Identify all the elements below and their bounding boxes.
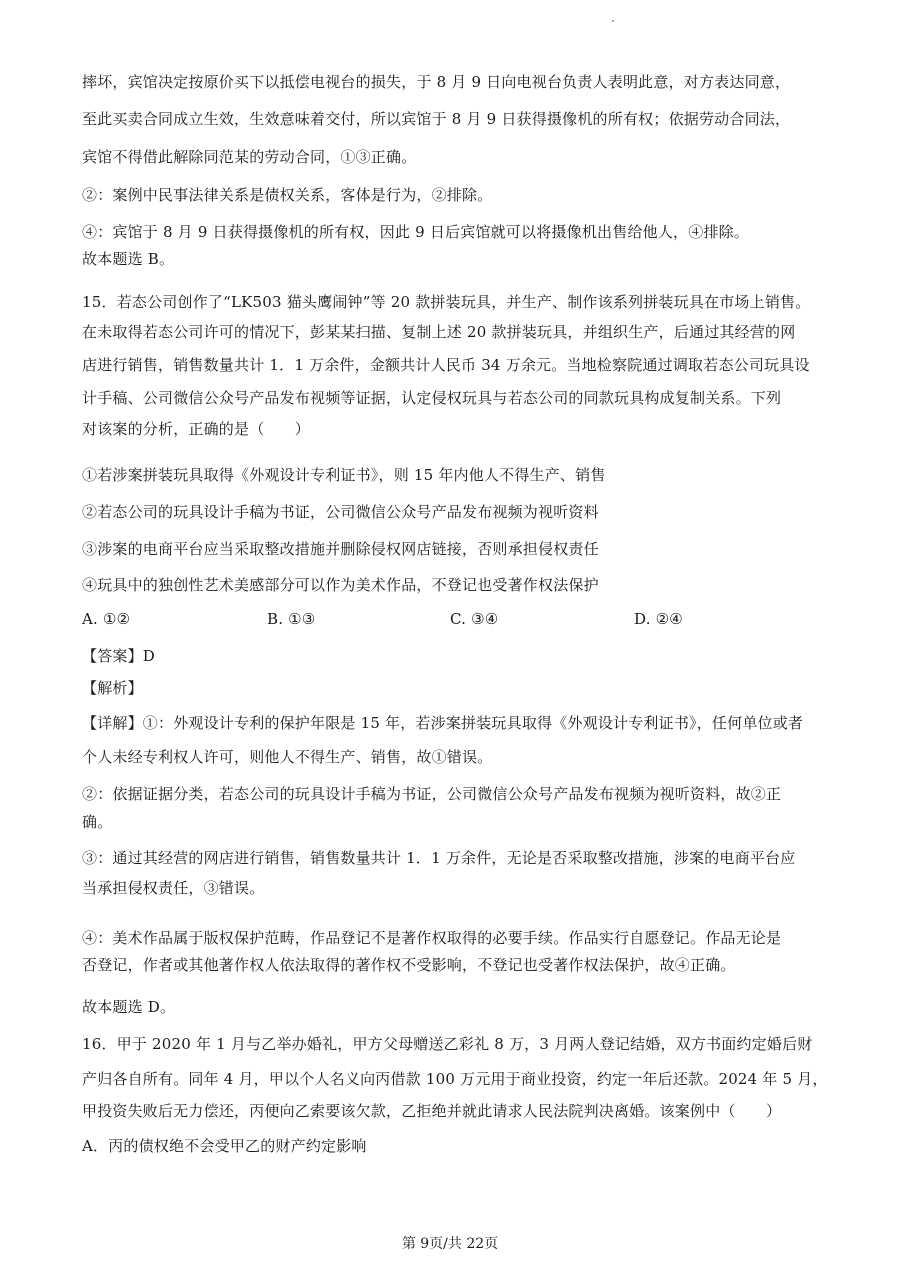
text-line: 产归各自所有。同年 4 月，甲以个人名义向丙借款 100 万元用于商业投资，约定一年后还款。2024 年 5 月，	[82, 1070, 828, 1088]
text-line: ②：案例中民事法律关系是债权关系，客体是行为，②排除。	[82, 186, 493, 204]
text-line: 宾馆不得借此解除同范某的劳动合同，①③正确。	[82, 148, 417, 166]
statement-1: ①若涉案拼装玩具取得《外观设计专利证书》，则 15 年内他人不得生产、销售	[82, 466, 606, 484]
text-line: 对该案的分析，正确的是（ ）	[82, 420, 311, 438]
question-15-stem: 15．若态公司创作了“LK503 猫头鹰闹钟”等 20 款拼装玩具，并生产、制作该系列拼装玩具在市场上销售。	[82, 293, 811, 311]
option-b: B. ①③	[267, 610, 316, 628]
text-line: ③：通过其经营的网店进行销售，销售数量共计 1．1 万余件，无论是否采取整改措施，涉案的电商平台应	[82, 849, 796, 867]
text-line: 甲投资失败后无力偿还，丙便向乙索要该欠款，乙拒绝并就此请求人民法院判决离婚。该案例中（ ）	[82, 1102, 782, 1120]
text-line: 确。	[82, 813, 113, 831]
question-16-stem: 16．甲于 2020 年 1 月与乙举办婚礼，甲方父母赠送乙彩礼 8 万，3 月两人登记结婚，双方书面约定婚后财	[82, 1035, 813, 1053]
page-number: 第 9页/共 22页	[401, 1236, 499, 1252]
statement-3: ③涉案的电商平台应当采取整改措施并删除侵权网店链接，否则承担侵权责任	[82, 540, 599, 558]
text-line: 店进行销售，销售数量共计 1．1 万余件，金额共计人民币 34 万余元。当地检察院通过调取若态公司玩具设	[82, 356, 810, 374]
option-a: A．丙的债权绝不会受甲乙的财产约定影响	[82, 1137, 367, 1155]
analysis-label: 【解析】	[82, 679, 143, 697]
answer-label: 【答案】D	[82, 647, 156, 665]
text-line: 否登记，作者或其他著作权人依法取得的著作权不受影响，不登记也受著作权法保护，故④正确。	[82, 956, 736, 974]
statement-4: ④玩具中的独创性艺术美感部分可以作为美术作品，不登记也受著作权法保护	[82, 576, 599, 594]
text-line: 故本题选 D。	[82, 998, 176, 1016]
text-line: 计手稿、公司微信公众号产品发布视频等证据，认定侵权玩具与若态公司的同款玩具构成复制关系。下列	[82, 389, 782, 407]
text-line: 当承担侵权责任，③错误。	[82, 879, 265, 897]
text-line: 在未取得若态公司许可的情况下，彭某某扫描、复制上述 20 款拼装玩具，并组织生产，后通过其经营的网	[82, 323, 796, 341]
text-line: ④：宾馆于 8 月 9 日获得摄像机的所有权，因此 9 日后宾馆就可以将摄像机出售给他人，④排除。	[82, 223, 750, 241]
text-line: 至此买卖合同成立生效，生效意味着交付，所以宾馆于 8 月 9 日获得摄像机的所有权；依据劳动合同法，	[82, 110, 791, 128]
option-a: A. ①②	[82, 610, 131, 628]
text-line: 摔坏，宾馆决定按原价买下以抵偿电视台的损失，于 8 月 9 日向电视台负责人表明此意，对方表达同意，	[82, 73, 791, 91]
text-line: ④：美术作品属于版权保护范畴，作品登记不是著作权取得的必要手续。作品实行自愿登记。作品无论是	[82, 929, 782, 947]
statement-2: ②若态公司的玩具设计手稿为书证，公司微信公众号产品发布视频为视听资料	[82, 503, 599, 521]
text-line: ②：依据证据分类，若态公司的玩具设计手稿为书证，公司微信公众号产品发布视频为视听资料，故②正	[82, 785, 782, 803]
option-d: D. ②④	[634, 610, 683, 628]
text-line: 故本题选 B。	[82, 250, 175, 268]
text-line: 个人未经专利权人许可，则他人不得生产、销售，故①错误。	[82, 748, 493, 766]
text-line: 【详解】①：外观设计专利的保护年限是 15 年，若涉案拼装玩具取得《外观设计专利证书》，任何单位或者	[82, 714, 804, 732]
scan-dot	[612, 20, 614, 22]
option-c: C. ③④	[450, 610, 499, 628]
